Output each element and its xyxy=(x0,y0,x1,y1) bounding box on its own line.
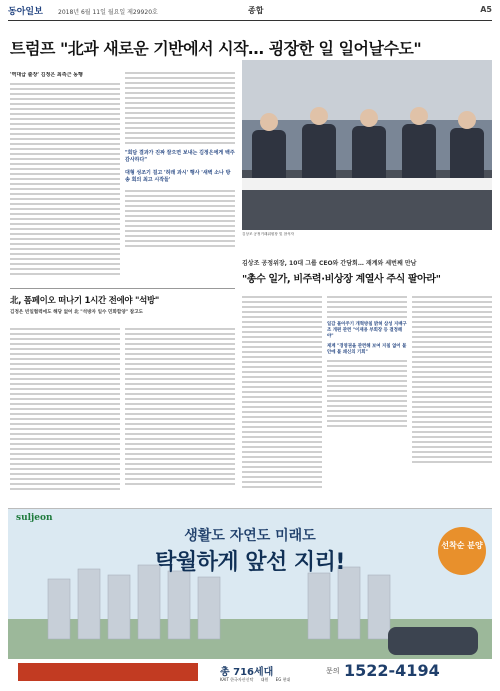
ad-sponsor-2: 대원 xyxy=(260,677,269,682)
right-pull-quote-1: 일감 몰아주기 개혁방침 밝혀 삼성 지배구조 개편 관련 "이재용 부회장 등 결정해야" xyxy=(327,322,407,339)
section-name: 종합 xyxy=(248,6,264,15)
ad-red-banner xyxy=(18,663,198,681)
story-column-2 xyxy=(125,72,235,282)
right-story-kicker: 김상조 공정위장, 10대 그룹 CEO와 간담회… 재계와 세번째 만남 xyxy=(242,260,417,267)
second-story-sub: 김정은 빈일협력에도 해당 없어 北 "석방자 일수 민화합양" 참고도 xyxy=(10,310,144,315)
story-column-1 xyxy=(10,72,120,282)
page-number: A5 xyxy=(480,5,492,14)
ad-brand-logo: suljeon xyxy=(16,513,53,523)
ad-badge: 선착순 분양 xyxy=(438,527,486,575)
ad-phone-number[interactable]: 1522-4194 xyxy=(344,661,440,680)
masthead xyxy=(8,4,492,18)
paper-logo: 동아일보 xyxy=(8,7,43,17)
body-lines xyxy=(327,296,407,318)
pull-quote-1: "회담 결과가 진짜 잘으면 보내는 김정은에게 백주 감사하다" xyxy=(125,150,235,163)
second-story-headline: 北, 폼페이오 떠나기 1시간 전에야 "석방" xyxy=(10,296,160,306)
right-pull-quote-2: 재계 "경영권을 관련해 보여 지침 없어 불안에 불 쇄신의 기회" xyxy=(327,344,407,355)
body-lines xyxy=(10,328,120,490)
photo-caption: 김상조 공정거래위원장 및 참석자 xyxy=(242,232,295,236)
main-headline: 트럼프 "北과 새로운 기반에서 시작… 굉장한 일 일어날수도" xyxy=(10,39,422,58)
body-lines xyxy=(125,72,235,144)
date-line: 2018년 6월 11일 월요일 제29920호 xyxy=(58,9,158,16)
ad-slogan: 생활도 자연도 미래도 xyxy=(184,528,316,544)
body-lines xyxy=(412,296,492,463)
advertisement[interactable] xyxy=(8,508,492,685)
meeting-photo-illustration xyxy=(242,60,492,230)
right-story-column-2 xyxy=(327,296,407,496)
ad-sponsor-1: KAIT 한국자산신탁 xyxy=(220,677,254,682)
ad-sponsors xyxy=(220,677,290,683)
body-lines xyxy=(327,360,407,427)
story-divider xyxy=(10,288,235,289)
ad-sponsor-3: EG 현대 xyxy=(275,677,291,682)
body-lines xyxy=(10,83,120,275)
body-lines xyxy=(242,296,322,488)
right-story-column-3 xyxy=(412,296,492,496)
right-story-headline: "총수 일가, 비주력·비상장 계열사 주식 팔아라" xyxy=(242,274,441,285)
second-story-column-2 xyxy=(125,328,235,498)
pull-quote-2: 대형 성조기 걸고 '허래 과시' 행사 '새벽 소나 방송 회의 최고 시작들' xyxy=(125,170,231,183)
top-rule xyxy=(8,20,492,21)
story-subhead: '역대급 출장' 김정은 최측근 동행 xyxy=(10,72,83,78)
news-photo xyxy=(242,60,492,230)
ad-phone-label: 문의 xyxy=(326,667,340,675)
body-lines xyxy=(125,328,235,485)
body-lines xyxy=(125,190,235,247)
ad-headline: 탁월하게 앞선 지리! xyxy=(155,550,345,575)
second-story-column-1 xyxy=(10,328,120,498)
right-story-column-1 xyxy=(242,296,322,496)
ad-units: 총 716세대 xyxy=(220,667,274,678)
